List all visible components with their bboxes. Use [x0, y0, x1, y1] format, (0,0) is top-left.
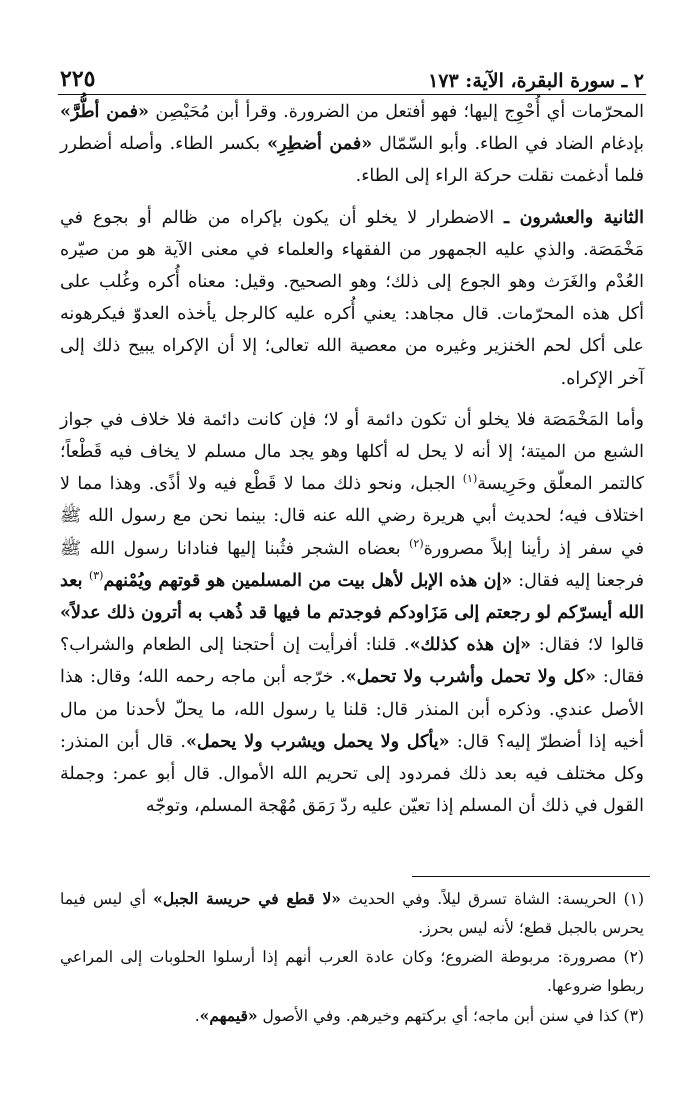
footnote-number: (٢) [623, 948, 644, 966]
footnote-3 [60, 1001, 644, 1031]
text-run: مصرورة: مربوطة الضروع؛ وكان عادة العرب أنهم إذا أرسلوا الحلوبات إلى المراعي ربطوا ضروعها. [60, 948, 644, 995]
quote: «قيمهم» [199, 1006, 258, 1025]
footnote-ref: (٢) [409, 536, 424, 550]
page-header [60, 56, 644, 92]
quote: «إن هذه الإبل لأهل بيت من المسلمين هو قوتهم ويُمْنهم [103, 570, 513, 591]
footnote-number: (٣) [623, 1007, 644, 1025]
footnote-number: (١) [623, 890, 645, 908]
text-run: الاضطرار لا يخلو أن يكون بإكراه من ظالم أو بجوع في مَخْمَصَة. والذي عليه الجمهور من الفقهاء والعلماء في معنى الآية هو من صيّره العُدْم والغَرَث وهو الجوع إلى ذلك؛ وهو الصحيح. وقيل: معناه أُكره وغُلب على أكل هذه المحرّمات. قال مجاهد: يعني أُكره عليه كالرجل يأخذه العدوّ فيكرهونه على أكل لحم الخنزير وغيره من معصية الله تعالى؛ إلا أن الإكراه يبيح ذلك إلى آخر الإكراه. [60, 207, 644, 389]
quote: «فمن أطُّرَّ» [60, 102, 149, 122]
page-number: ٢٢٥ [60, 66, 96, 92]
main-text [60, 96, 644, 822]
footnote-rule [412, 876, 650, 877]
text-run: الحريسة: الشاة تسرق ليلاً. وفي الحديث [341, 890, 624, 908]
text-run: كذا في سنن أبن ماجه؛ أي بركتهم وخيرهم. وفي الأصول [257, 1007, 624, 1025]
text-run: . [194, 1007, 200, 1025]
text-run: قالوا لا؛ فقال: [531, 635, 644, 656]
running-title: ٢ ـ سورة البقرة، الآية: ١٧٣ [428, 70, 644, 92]
section-heading: الثانية والعشرون ـ [504, 207, 644, 228]
text-run: وأما المَخْمَصَة فلا يخلو أن تكون دائمة أو لا؛ فإن كانت دائمة فلا خلاف في جواز الشبع من الميتة؛ إلا أنه لا يحل له أكلها وهو يجد مال مسلم لا يخاف فيه قَطْعاً؛ كالتمر المعلّق وحَرِيسة [60, 409, 645, 495]
quote: «فمن أضطِرِ» [267, 134, 373, 155]
footnote-1 [60, 884, 644, 943]
header-rule [58, 94, 646, 95]
text-run: . قلنا: أفرأيت إن أحتجنا إلى الطعام والشراب؟ فقال: [60, 635, 645, 688]
footnote-2 [60, 943, 644, 1001]
quote: «كل ولا تحمل وأشرب ولا تحمل» [345, 667, 597, 688]
footnote-ref: (١) [462, 472, 478, 486]
quote: «إن هذه كذلك» [409, 635, 531, 656]
footnotes [60, 884, 644, 1031]
text-run: أي ليس فيما يحرس بالجبل قطع؛ لأنه ليس بحرز. [60, 890, 644, 937]
paragraph-2 [60, 202, 644, 395]
text-run: بإدغام الضاد في الطاء. وأبو السّمّال [372, 134, 644, 155]
quote: بعد الله أيسرّكم لو رجعتم إلى مَزَاودكم فوجدتم ما فيها قد ذُهب به أترون ذلك عدلاً» [60, 570, 644, 624]
quote: «يأكل ولا يحمل ويشرب ولا يحمل» [185, 731, 450, 752]
text-run: الجبل، ونحو ذلك مما لا قَطْع فيه ولا أذًى. وهذا مما لا اختلاف فيه؛ لحديث أبي هريرة رضي الله عنه قال: بينما نحن مع رسول الله ﷺ في سفر إذ رأينا إبلاً مصرورة [60, 474, 644, 559]
text-run: بكسر الطاء. وأصله أضطرر فلما أدغمت نقلت حركة الراء إلى الطاء. [60, 134, 644, 187]
text-run: . قال أبن المنذر: وكل مختلف فيه بعد ذلك فمردود إلى تحريم الله الأموال. قال أبو عمر: وجملة القول في ذلك أن المسلم إذا تعيّن عليه ردّ رَمَق مُهْجة المسلم، وتوجّه [60, 731, 644, 817]
paragraph-3 [60, 404, 644, 823]
text-run: المحرّمات أي أُحْوِج إليها؛ فهو أفتعل من الضرورة. وقرأ أبن مُحَيْصِن [149, 102, 645, 122]
quote: «لا قطع في حريسة الجبل» [153, 889, 341, 908]
footnote-ref: (٣) [88, 569, 104, 583]
text-run: بعضاه الشجر فثُبنا إليها فنادانا رسول الله ﷺ فرجعنا إليه فقال: [60, 538, 644, 591]
paragraph-1 [60, 96, 644, 193]
text-run: . خرّجه أبن ماجه رحمه الله؛ وقال: هذا الأصل عندي. وذكره أبن المنذر قال: قلنا يا رسول الله، ما يحلّ لأحدنا من مال أخيه إذا أضطرّ إليه؟ قال: [60, 667, 644, 752]
